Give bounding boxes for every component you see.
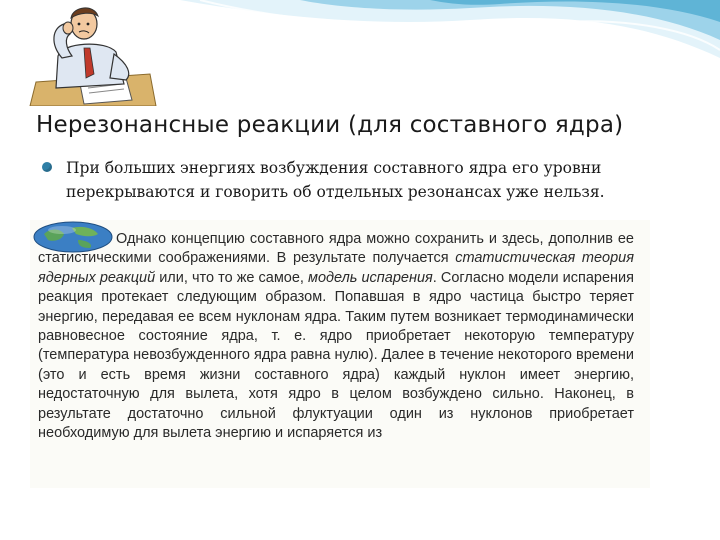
- bullet-dot-icon: [42, 162, 52, 172]
- bullet-text: При больших энергиях возбуждения составного ядра его уровни перекрываются и говорить об отдельных резонансах уже нельзя.: [66, 159, 605, 201]
- thinking-man-icon: [28, 4, 158, 106]
- slide-title: Нерезонансные реакции (для составного ядра): [36, 112, 624, 138]
- scanned-text-image: [30, 220, 650, 488]
- scanned-paragraph: Однако концепцию составного ядра можно сохранить и здесь, дополнив ее статистическими соображениями. В результате получается статистическая теория ядерных реакций или, что то же самое, модель испарения. Согласно модели испарения реакция протекает следующим образом. Попавшая в ядро частица быстро теряет энергию, передавая ее всем нуклонам ядра. Таким путем возникает термодинамически равновесное состояние ядра, т. е. ядро приобретает некоторую температуру (температура невозбужденного ядра равна нулю). Далее в течение некоторого времени (это и есть время жизни составного ядра) каждый нуклон имеет энергию, недостаточную для вылета, хотя ядро в целом возбуждено сильно. Наконец, в результате достаточно сильной флуктуации один из нуклонов приобретает необходимую для вылета энергию и испаряется из: [38, 231, 634, 442]
